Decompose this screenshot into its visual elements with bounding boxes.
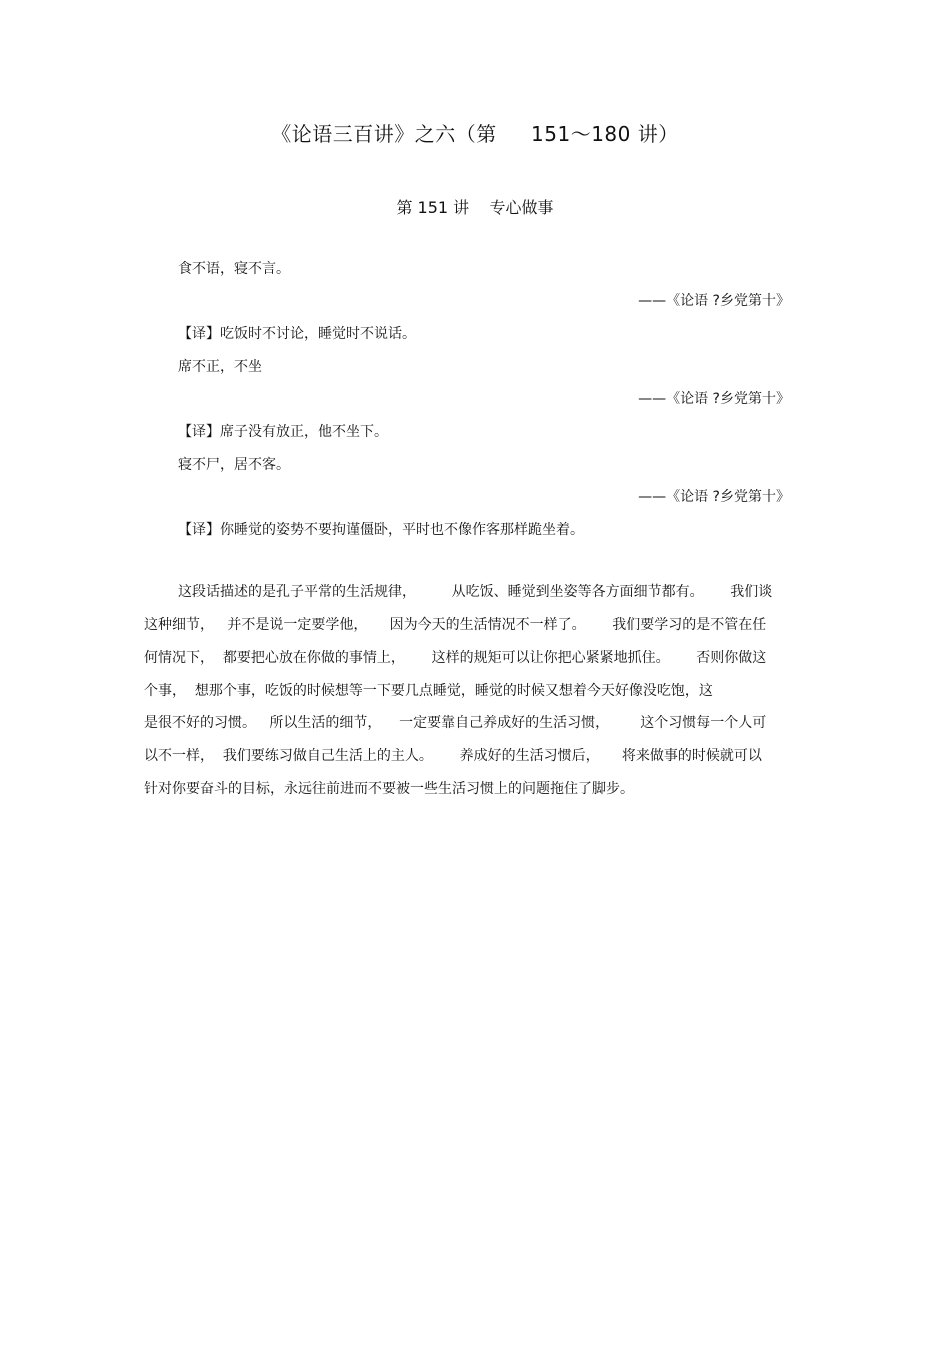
commentary-line: 个事， 想那个事，吃饭的时候想等一下要几点睡觉，睡觉的时候又想着今天好像没吃饱，这 bbox=[144, 683, 713, 699]
quote-source: ——《论语 ?乡党第十》 bbox=[638, 293, 790, 309]
commentary-line: 这种细节， 并不是说一定要学他， 因为今天的生活情况不一样了。 我们要学习的是不管在任 bbox=[144, 617, 767, 633]
commentary-line: 以不一样， 我们要练习做自己生活上的主人。 养成好的生活习惯后， 将来做事的时候就可以 bbox=[144, 748, 762, 764]
quote-translation: 【译】席子没有放正，他不坐下。 bbox=[178, 424, 388, 440]
commentary-line: 针对你要奋斗的目标，永远往前进而不要被一些生活习惯上的问题拖住了脚步。 bbox=[144, 781, 634, 797]
quote-text: 食不语，寝不言。 bbox=[178, 261, 290, 277]
lecture-heading: 第 151 讲 专心做事 bbox=[396, 198, 554, 217]
document-title: 《论语三百讲》之六（第 151～180 讲） bbox=[271, 122, 679, 146]
commentary-line: 这段话描述的是孔子平常的生活规律， 从吃饭、睡觉到坐姿等各方面细节都有。 我们谈 bbox=[178, 584, 773, 600]
commentary-line: 何情况下， 都要把心放在你做的事情上， 这样的规矩可以让你把心紧紧地抓住。 否则你做这 bbox=[144, 650, 767, 666]
quote-text: 席不正，不坐 bbox=[178, 359, 262, 375]
quote-translation: 【译】吃饭时不讨论，睡觉时不说话。 bbox=[178, 326, 416, 342]
quote-translation: 【译】你睡觉的姿势不要拘谨僵卧，平时也不像作客那样跪坐着。 bbox=[178, 522, 584, 538]
quote-source: ——《论语 ?乡党第十》 bbox=[638, 489, 790, 505]
quote-source: ——《论语 ?乡党第十》 bbox=[638, 391, 790, 407]
commentary-line: 是很不好的习惯。 所以生活的细节， 一定要靠自己养成好的生活习惯， 这个习惯每一个人可 bbox=[144, 715, 767, 731]
quote-text: 寝不尸，居不客。 bbox=[178, 457, 290, 473]
